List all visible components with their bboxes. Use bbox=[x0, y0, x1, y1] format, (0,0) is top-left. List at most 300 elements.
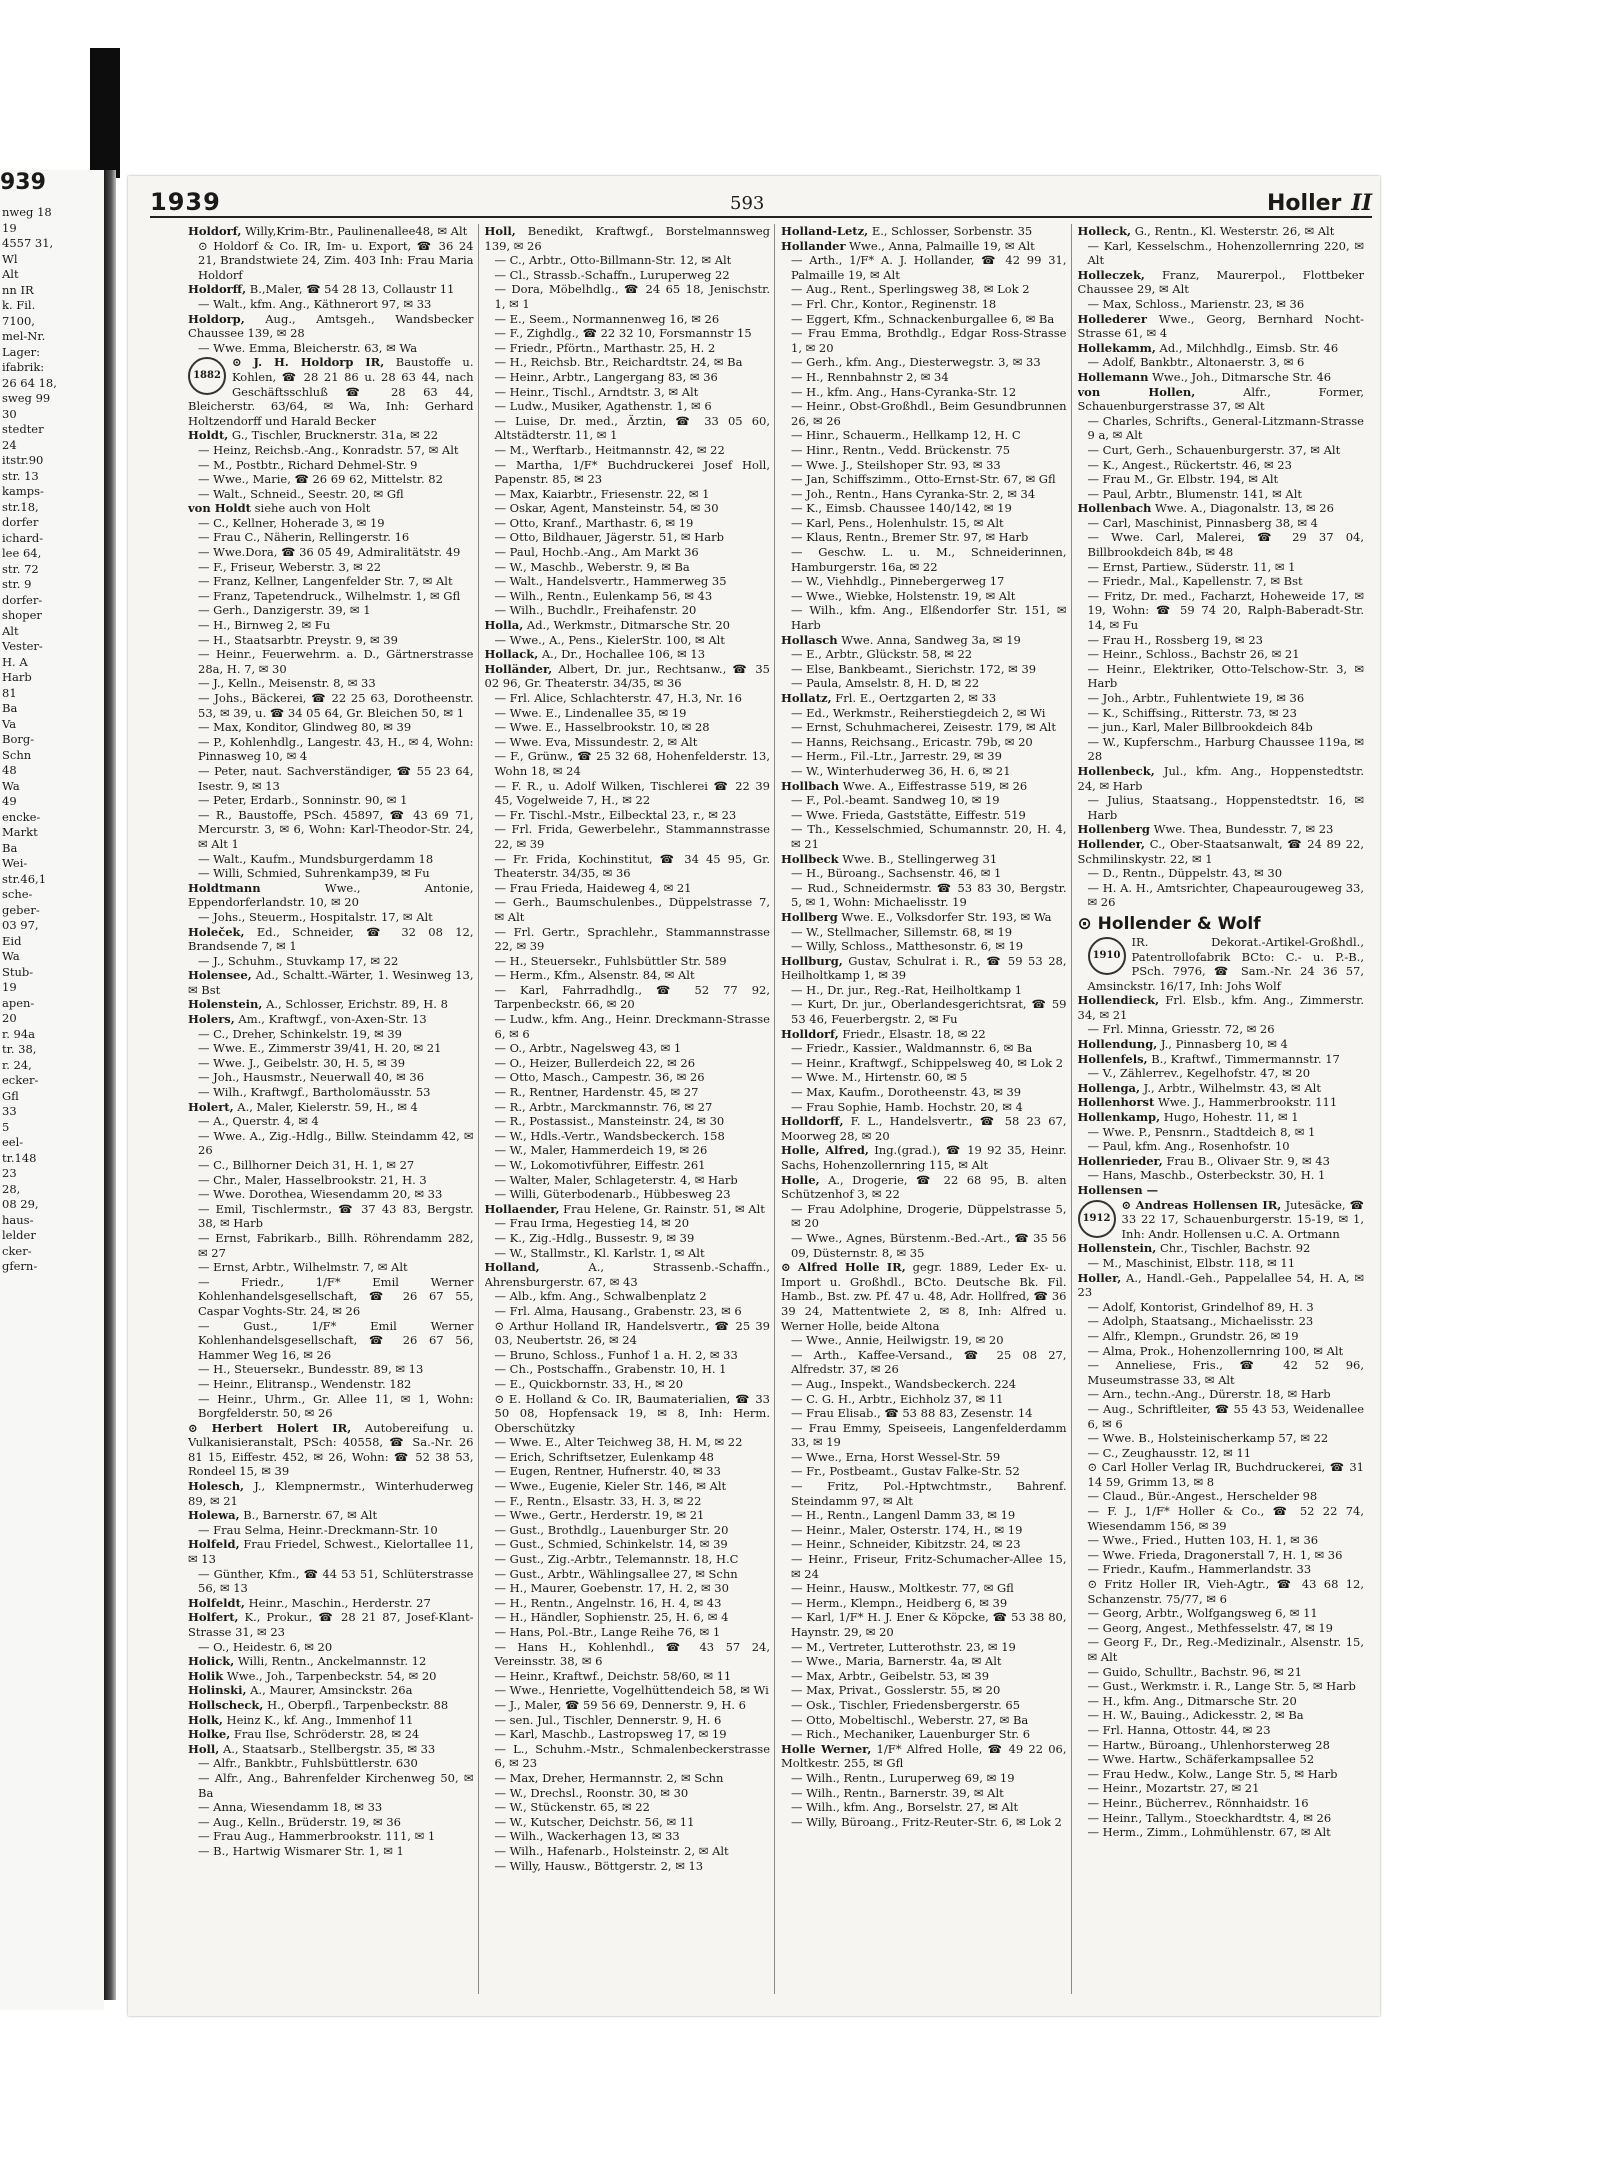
entry-details: — Hanns, Reichsang., Ericastr. 79b, ✉ 20 bbox=[791, 734, 1033, 749]
entry-details: — H., Dr. jur., Reg.-Rat, Heilholtkamp 1 bbox=[791, 982, 1023, 997]
page-header bbox=[150, 180, 1372, 218]
entry-details: — W., Kutscher, Deichstr. 56, ✉ 11 bbox=[494, 1814, 695, 1829]
directory-entry bbox=[781, 574, 1067, 589]
entry-details: — Wilh., Kraftwgf., Bartholomäusstr. 53 bbox=[198, 1085, 431, 1100]
directory-entry bbox=[1078, 1387, 1365, 1402]
directory-entry bbox=[1078, 239, 1365, 268]
directory-entry bbox=[485, 355, 771, 370]
entry-details: — Carl, Maschinist, Pinnasberg 38, ✉ 4 bbox=[1087, 515, 1318, 530]
directory-entry bbox=[781, 1406, 1067, 1421]
entry-name: Hollemann bbox=[1077, 369, 1149, 384]
left-fragment-line: Eid bbox=[2, 933, 22, 948]
directory-entry bbox=[1078, 1314, 1365, 1329]
directory-entry bbox=[188, 1187, 474, 1202]
entry-details: — Wwe.Dora, ☎ 36 05 49, Admiralitätstr. 49 bbox=[198, 545, 461, 560]
directory-entry bbox=[485, 574, 771, 589]
left-fragment-line: Harb bbox=[2, 670, 32, 684]
entry-details: — Max, Konditor, Glindweg 80, ✉ 39 bbox=[198, 720, 412, 735]
entry-details: — Frau M., Gr. Elbstr. 194, ✉ Alt bbox=[1087, 472, 1279, 487]
directory-entry bbox=[1078, 1402, 1365, 1431]
directory-entry bbox=[485, 954, 771, 969]
directory-entry bbox=[1078, 1738, 1365, 1753]
directory-entry bbox=[188, 1085, 474, 1100]
directory-entry bbox=[485, 852, 771, 881]
entry-details: — Ernst, Arbtr., Wilhelmstr. 7, ✉ Alt bbox=[198, 1260, 408, 1275]
directory-entry bbox=[781, 793, 1067, 808]
entry-details: — D., Rentn., Düppelstr. 43, ✉ 30 bbox=[1087, 866, 1283, 881]
directory-entry bbox=[781, 983, 1067, 998]
directory-entry bbox=[485, 1771, 771, 1786]
left-fragment-line: stedter bbox=[2, 422, 44, 436]
entry-details: — Wwe. A., Zig.-Hdlg., Billw. Steindamm 42, ✉ 26 bbox=[198, 1128, 474, 1158]
entry-details: — Friedr., 1/F* Emil Werner Kohlenhandelsgesellschaft, ☎ 26 67 55, Caspar Voghts-Str. 24, ✉ 26 bbox=[198, 1274, 474, 1318]
directory-entry bbox=[188, 1362, 474, 1377]
entry-details: — Oskar, Agent, Mansteinstr. 54, ✉ 30 bbox=[494, 501, 719, 516]
entry-details: — Walt., Schneid., Seestr. 20, ✉ Gfl bbox=[198, 486, 404, 501]
entry-details: — Gust., Werkmstr. i. R., Lange Str. 5, ✉ Harb bbox=[1087, 1679, 1356, 1694]
entry-details: — Frau H., Rossberg 19, ✉ 23 bbox=[1087, 632, 1263, 647]
entry-details: — Wwe. Hartw., Schäferkampsallee 52 bbox=[1087, 1752, 1315, 1767]
column-2 bbox=[485, 224, 776, 1994]
directory-entry bbox=[781, 530, 1067, 545]
directory-entry bbox=[485, 545, 771, 560]
entry-name: Holdt, bbox=[188, 428, 229, 443]
directory-entry bbox=[1078, 1665, 1365, 1680]
directory-entry bbox=[781, 1640, 1067, 1655]
entry-details: — Walt., Kaufm., Mundsburgerdamm 18 bbox=[198, 851, 434, 866]
entry-name: Holdorp, bbox=[188, 311, 245, 326]
entry-name: ⊙ Alfred Holle IR, bbox=[781, 1260, 906, 1275]
directory-entry bbox=[1078, 1256, 1365, 1271]
directory-entry bbox=[781, 1727, 1067, 1742]
left-fragment-line: sche- bbox=[2, 887, 33, 901]
entry-details: Benedikt, Kraftwgf., Borstelmannsweg 139, ✉ 26 bbox=[484, 224, 770, 253]
directory-entry bbox=[485, 1129, 771, 1144]
directory-entry bbox=[781, 939, 1067, 954]
directory-entry bbox=[188, 1202, 474, 1231]
entry-details: — Claud., Bür.-Angest., Herschelder 98 bbox=[1087, 1489, 1318, 1504]
left-fragment-line: tr.148 bbox=[2, 1150, 37, 1165]
entry-details: — F., Pol.-beamt. Sandweg 10, ✉ 19 bbox=[791, 793, 1000, 808]
left-fragment-line: 23 bbox=[2, 1166, 17, 1180]
entry-details: B.,Maler, ☎ 54 28 13, Collaustr 11 bbox=[249, 282, 455, 297]
entry-details: — K., Schiffsing., Ritterstr. 73, ✉ 23 bbox=[1087, 705, 1297, 720]
entry-details: — jun., Karl, Maler Billbrookdeich 84b bbox=[1087, 720, 1313, 735]
left-fragment-line: ecker- bbox=[2, 1073, 39, 1087]
entry-details: — Wwe. B., Holsteinischerkamp 57, ✉ 22 bbox=[1087, 1431, 1329, 1446]
entry-details: A., Handl.-Geh., Pappelallee 54, H. A, ✉ 23 bbox=[1077, 1270, 1364, 1300]
entry-details: — C. G. H., Arbtr., Eichholz 37, ✉ 11 bbox=[791, 1391, 1004, 1406]
left-fragment-line: encke- bbox=[2, 809, 41, 824]
directory-entry bbox=[485, 1260, 771, 1289]
directory-entry bbox=[188, 530, 474, 545]
entry-details: — M., Werftarb., Heitmannstr. 42, ✉ 22 bbox=[494, 442, 725, 457]
directory-entry bbox=[781, 1392, 1067, 1407]
directory-entry bbox=[485, 282, 771, 311]
directory-entry bbox=[781, 385, 1067, 400]
entry-details: — Günther, Kfm., ☎ 44 53 51, Schlüterstrasse 56, ✉ 13 bbox=[198, 1566, 474, 1596]
directory-entry bbox=[781, 1421, 1067, 1450]
left-fragment-line: Stub- bbox=[2, 964, 34, 979]
directory-entry bbox=[781, 1143, 1067, 1172]
entry-details: — Max, Kaufm., Dorotheenstr. 43, ✉ 39 bbox=[791, 1085, 1022, 1100]
entry-name: Hollbeck bbox=[781, 851, 839, 866]
entry-details: — Ernst, Schuhmacherei, Zeisestr. 179, ✉ Alt bbox=[791, 720, 1056, 735]
directory-entry bbox=[1078, 501, 1365, 516]
directory-entry bbox=[781, 997, 1067, 1026]
entry-details: ⊙ Carl Holler Verlag IR, Buchdruckerei, ☎ 31 14 59, Grimm 13, ✉ 8 bbox=[1087, 1460, 1364, 1489]
directory-entry bbox=[485, 341, 771, 356]
entry-details: — Friedr., Mal., Kapellenstr. 7, ✉ Bst bbox=[1087, 574, 1303, 589]
entry-name: Holert, bbox=[188, 1099, 234, 1114]
entry-details: Wwe., Joh., Tarpenbeckstr. 54, ✉ 20 bbox=[226, 1668, 437, 1683]
entry-details: — Wilh., Hafenarb., Holsteinstr. 2, ✉ Alt bbox=[494, 1843, 729, 1858]
entry-details: Wwe. Anna, Sandweg 3a, ✉ 19 bbox=[841, 632, 1021, 647]
directory-entry bbox=[485, 1392, 771, 1436]
entry-details: — Paul, kfm. Ang., Rosenhofstr. 10 bbox=[1087, 1139, 1290, 1154]
directory-entry bbox=[1078, 1752, 1365, 1767]
entry-details: — W., Viehhdlg., Pinnebergerweg 17 bbox=[791, 574, 1005, 589]
entry-details: Frau B., Olivaer Str. 9, ✉ 43 bbox=[1166, 1153, 1330, 1168]
directory-entry bbox=[485, 1713, 771, 1728]
entry-details: Alfr., Former, Schauenburgerstrasse 37, ✉ Alt bbox=[1077, 384, 1365, 414]
directory-entry bbox=[781, 1508, 1067, 1523]
entry-details: Am., Kraftwgf., von-Axen-Str. 13 bbox=[238, 1012, 427, 1027]
page-number: 593 bbox=[730, 193, 765, 214]
entry-details: — Heinr., Tallym., Stoeckhardtstr. 4, ✉ 26 bbox=[1087, 1810, 1332, 1825]
entry-details: — Karl, 1/F* H. J. Ener & Köpcke, ☎ 53 38 80, Haynstr. 29, ✉ 20 bbox=[791, 1610, 1067, 1639]
entry-details: — H., Rentn., Angelnstr. 16, H. 4, ✉ 43 bbox=[494, 1595, 722, 1610]
directory-entry bbox=[485, 1377, 771, 1392]
entry-name: Hollasch bbox=[781, 632, 838, 647]
directory-entry bbox=[188, 997, 474, 1012]
entry-details: — H. W., Bauing., Adickesstr. 2, ✉ Ba bbox=[1087, 1708, 1304, 1723]
directory-entry bbox=[1078, 560, 1365, 575]
entry-details: Ed., Schneider, ☎ 32 08 12, Brandsende 7, ✉ 1 bbox=[188, 924, 474, 954]
entry-details: — Arth., 1/F* A. J. Hollander, ☎ 42 99 31, Palmaille 19, ✉ Alt bbox=[791, 253, 1067, 282]
entry-details: — Wwe. E., Zimmerstr 39/41, H. 20, ✉ 21 bbox=[198, 1041, 442, 1056]
left-fragment-line: Alt bbox=[2, 267, 19, 281]
entry-details: Wwe. J., Hammerbrookstr. 111 bbox=[1157, 1095, 1338, 1110]
entry-details: — Heinr., Friseur, Fritz-Schumacher-Allee 15, ✉ 24 bbox=[791, 1552, 1067, 1581]
entry-details: Baustoffe u. Kohlen, ☎ 28 21 86 u. 28 63 44, nach Geschäftsschluß ☎ 28 63 44, Bleicherstr. 63/64, ✉ Wa, Inh: Gerhard Holtzendorff und Harald Becker bbox=[188, 355, 474, 428]
left-fragment-line: 19 bbox=[2, 980, 17, 994]
entry-details: — Friedr., Pförtn., Marthastr. 25, H. 2 bbox=[494, 340, 716, 355]
directory-entry bbox=[485, 662, 771, 691]
entry-details: — W., Maler, Hammerdeich 19, ✉ 26 bbox=[494, 1143, 708, 1158]
entry-details: — V., Zählerrev., Kegelhofstr. 47, ✉ 20 bbox=[1087, 1066, 1311, 1081]
entry-name: Holldorf, bbox=[781, 1026, 839, 1041]
entry-details: — Fr., Postbeamt., Gustav Falke-Str. 52 bbox=[791, 1464, 1020, 1479]
directory-entry bbox=[1078, 1635, 1365, 1664]
directory-entry bbox=[1078, 913, 1365, 935]
entry-name: Hollenbach bbox=[1077, 501, 1152, 516]
entry-details: — Hinr., Schauerm., Hellkamp 12, H. C bbox=[791, 428, 1021, 443]
entry-details: — Frl. Chr., Kontor., Reginenstr. 18 bbox=[791, 296, 997, 311]
entry-details: — M., Maschinist, Elbstr. 118, ✉ 11 bbox=[1087, 1255, 1296, 1270]
entry-details: — Klaus, Rentn., Bremer Str. 97, ✉ Harb bbox=[791, 530, 1029, 545]
entry-name: Hollensen — bbox=[1077, 1183, 1159, 1197]
left-fragment-line: 30 bbox=[2, 406, 17, 421]
entry-details: — H., Rentn., Langenl Damm 33, ✉ 19 bbox=[791, 1508, 1016, 1523]
directory-entry bbox=[1078, 268, 1365, 297]
entry-details: — Hans, Maschb., Osterbeckstr. 30, H. 1 bbox=[1087, 1168, 1326, 1183]
directory-entry bbox=[1078, 1037, 1365, 1052]
directory-entry bbox=[485, 1246, 771, 1261]
directory-entry bbox=[188, 1567, 474, 1596]
directory-entry bbox=[485, 1494, 771, 1509]
directory-entry bbox=[188, 501, 474, 516]
left-fragment-line: Borg- bbox=[2, 732, 35, 746]
directory-entry bbox=[188, 881, 474, 910]
left-fragment-line: 4557 31, bbox=[2, 236, 54, 250]
entry-details: — R., Rentner, Hardenstr. 45, ✉ 27 bbox=[494, 1085, 699, 1100]
entry-details: — Max, Kaiarbtr., Friesenstr. 22, ✉ 1 bbox=[494, 486, 710, 501]
entry-name: Hollatz, bbox=[781, 691, 832, 705]
directory-entry bbox=[1078, 662, 1365, 691]
entry-details: K., Prokur., ☎ 28 21 87, Josef-Klant-Strasse 31, ✉ 23 bbox=[188, 1610, 474, 1639]
directory-entry bbox=[781, 1669, 1067, 1684]
directory-entry bbox=[1078, 355, 1365, 370]
entry-details: — K., Eimsb. Chaussee 140/142, ✉ 19 bbox=[791, 501, 1012, 516]
entry-details: — Wwe. E., Lindenallee 35, ✉ 19 bbox=[494, 705, 687, 720]
directory-entry bbox=[188, 1114, 474, 1129]
entry-details: — Curt, Gerh., Schauenburgerstr. 37, ✉ Alt bbox=[1087, 442, 1341, 457]
entry-name: Holland-Letz, bbox=[781, 224, 869, 238]
directory-entry bbox=[781, 1202, 1067, 1231]
directory-entry bbox=[188, 1421, 474, 1479]
directory-entry bbox=[188, 925, 474, 954]
left-fragment-line: Gfl bbox=[2, 1088, 19, 1103]
directory-entry bbox=[188, 1698, 474, 1713]
directory-entry bbox=[781, 925, 1067, 940]
directory-entry bbox=[485, 1070, 771, 1085]
directory-entry bbox=[188, 341, 474, 356]
entry-details: — Karl, Pens., Holenhulstr. 15, ✉ Alt bbox=[791, 515, 1004, 530]
entry-details: — Rud., Schneidermstr. ☎ 53 83 30, Bergstr. 5, ✉ 1, Wohn: Michaelisstr. 19 bbox=[791, 880, 1067, 910]
directory-entry bbox=[188, 589, 474, 604]
entry-details: G., Rentn., Kl. Westerstr. 26, ✉ Alt bbox=[1134, 224, 1335, 238]
directory-entry bbox=[1078, 1125, 1365, 1140]
entry-name: Hollenhorst bbox=[1077, 1095, 1155, 1110]
left-fragment-line: apen- bbox=[2, 995, 35, 1010]
directory-entry bbox=[781, 501, 1067, 516]
left-fragment-line: 81 bbox=[2, 685, 17, 700]
entry-details: — K., Angest., Rückertstr. 46, ✉ 23 bbox=[1087, 457, 1292, 472]
column-1 bbox=[188, 224, 479, 1994]
directory-entry bbox=[781, 1596, 1067, 1611]
left-fragment-line: shoper bbox=[2, 608, 42, 622]
entry-name: Holleczek, bbox=[1077, 267, 1145, 282]
entry-details: — Frl. Gertr., Sprachlehr., Stammannstrasse 22, ✉ 39 bbox=[494, 924, 770, 954]
entry-details: Wwe., Anna, Palmaille 19, ✉ Alt bbox=[849, 238, 1035, 253]
directory-entry bbox=[781, 749, 1067, 764]
directory-entry bbox=[1078, 1431, 1365, 1446]
directory-entry bbox=[188, 633, 474, 648]
entry-details: siehe auch von Holt bbox=[254, 501, 371, 516]
directory-entry bbox=[781, 1348, 1067, 1377]
directory-entry bbox=[1078, 1811, 1365, 1826]
directory-page bbox=[128, 176, 1380, 2016]
directory-entry bbox=[485, 720, 771, 735]
left-fragment-line: kamps- bbox=[2, 484, 44, 498]
left-fragment-line: str.46,1 bbox=[2, 871, 47, 886]
directory-entry bbox=[1078, 312, 1365, 341]
entry-details: — O., Heizer, Bullerdeich 22, ✉ 26 bbox=[494, 1055, 696, 1070]
left-fragment-line: Wa bbox=[2, 949, 20, 963]
left-fragment-line: tr. 38, bbox=[2, 1042, 37, 1056]
entry-details: — Willi, Schmied, Suhrenkamp39, ✉ Fu bbox=[198, 866, 430, 881]
entry-details: — B., Hartwig Wismarer Str. 1, ✉ 1 bbox=[198, 1843, 404, 1858]
directory-entry bbox=[781, 720, 1067, 735]
entry-details: A., Maler, Kielerstr. 59, H., ✉ 4 bbox=[237, 1099, 418, 1114]
entry-details: — Anna, Wiesendamm 18, ✉ 33 bbox=[198, 1800, 383, 1815]
directory-entry bbox=[485, 1304, 771, 1319]
entry-name: Hollaender, bbox=[484, 1201, 560, 1216]
directory-entry bbox=[188, 603, 474, 618]
entry-details: — Georg, Arbtr., Wolfgangsweg 6, ✉ 11 bbox=[1087, 1606, 1318, 1621]
directory-entry bbox=[485, 1348, 771, 1363]
directory-entry bbox=[188, 560, 474, 575]
entry-details: — H., Steuersekr., Fuhlsbüttler Str. 589 bbox=[494, 953, 727, 968]
entry-name: ⊙ Andreas Hollensen IR, bbox=[1121, 1197, 1282, 1212]
entry-details: — Karl, Kesselschm., Hohenzollernring 220, ✉ Alt bbox=[1087, 238, 1364, 268]
left-fragment-line: 28, bbox=[2, 1181, 21, 1196]
entry-details: — Wwe. Frieda, Dragonerstall 7, H. 1, ✉ 36 bbox=[1087, 1547, 1343, 1562]
entry-details: — Frau C., Näherin, Rellingerstr. 16 bbox=[198, 530, 410, 545]
entry-details: — H., Steuersekr., Bundesstr. 89, ✉ 13 bbox=[198, 1362, 424, 1377]
entry-details: — Alma, Prok., Hohenzollernring 100, ✉ Alt bbox=[1087, 1343, 1344, 1358]
directory-entry bbox=[781, 297, 1067, 312]
entry-details: — Peter, Erdarb., Sonninstr. 90, ✉ 1 bbox=[198, 793, 408, 808]
directory-entry bbox=[1078, 647, 1365, 662]
entry-details: — A., Querstr. 4, ✉ 4 bbox=[198, 1114, 319, 1129]
entry-details: — Chr., Maler, Hasselbrookstr. 21, H. 3 bbox=[198, 1172, 427, 1187]
left-fragment-line: 26 64 18, bbox=[2, 375, 57, 390]
left-fragment-line: lee 64, bbox=[2, 546, 42, 560]
left-page-year: 939 bbox=[0, 170, 46, 195]
left-fragment-line: Lager: bbox=[2, 344, 41, 359]
directory-entry bbox=[781, 1027, 1067, 1042]
directory-entry bbox=[781, 1056, 1067, 1071]
directory-entry bbox=[188, 487, 474, 502]
entry-details: — Frau Adolphine, Drogerie, Düppelstrasse 5, ✉ 20 bbox=[791, 1201, 1067, 1231]
directory-entry bbox=[485, 822, 771, 851]
entry-details: — Heinr., Uhrm., Gr. Allee 11, ✉ 1, Wohn: Borgfelderstr. 50, ✉ 26 bbox=[198, 1391, 474, 1421]
directory-entry bbox=[1078, 935, 1365, 993]
entry-details: — Gerh., Danzigerstr. 39, ✉ 1 bbox=[198, 603, 371, 618]
entry-details: — Ernst, Fabrikarb., Billh. Röhrendamm 282, ✉ 27 bbox=[198, 1230, 474, 1260]
entry-details: Ad., Milchhdlg., Eimsb. Str. 46 bbox=[1159, 340, 1339, 355]
entry-details: — C., Zeughausstr. 12, ✉ 11 bbox=[1087, 1445, 1252, 1460]
directory-entry bbox=[188, 574, 474, 589]
entry-details: — Heinr., Hausw., Moltkestr. 77, ✉ Gfl bbox=[791, 1581, 1014, 1596]
entry-name: Hollenkamp, bbox=[1077, 1110, 1161, 1125]
entry-details: — Heinr., Tischl., Arndtstr. 3, ✉ Alt bbox=[494, 384, 699, 399]
left-fragment-line: Ba bbox=[2, 840, 18, 855]
left-fragment-line: ifabrik: bbox=[2, 360, 45, 374]
directory-entry bbox=[781, 1377, 1067, 1392]
directory-entry bbox=[1078, 1183, 1365, 1198]
entry-details: — Johs., Steuerm., Hospitalstr. 17, ✉ Alt bbox=[198, 909, 433, 924]
entry-name: Hollenbeck, bbox=[1077, 763, 1155, 778]
entry-name: Holdtmann bbox=[188, 880, 261, 895]
entry-details: — Willy, Schloss., Matthesonstr. 6, ✉ 19 bbox=[791, 939, 1024, 954]
directory-entry bbox=[485, 1596, 771, 1611]
entry-name: Hollscheck, bbox=[188, 1697, 264, 1712]
entry-details: — Heinr., Feuerwehrm. a. D., Gärtnerstrasse 28a, H. 7, ✉ 30 bbox=[198, 647, 474, 676]
directory-entry bbox=[781, 545, 1067, 574]
directory-entry bbox=[188, 1377, 474, 1392]
entry-details: — Joh., Arbtr., Fuhlentwiete 19, ✉ 36 bbox=[1087, 691, 1305, 705]
entry-name: Hollendung, bbox=[1077, 1037, 1158, 1052]
entry-details: — Peter, naut. Sachverständiger, ☎ 55 23 64, Isestr. 9, ✉ 13 bbox=[198, 763, 474, 793]
directory-entry bbox=[1078, 1022, 1365, 1037]
entry-details: — Heinz, Reichsb.-Ang., Konradstr. 57, ✉ Alt bbox=[198, 442, 459, 457]
entry-details: — F., Zighdlg., ☎ 22 32 10, Forsmannstr 15 bbox=[494, 326, 752, 341]
left-fragment-line: gfern- bbox=[2, 1259, 38, 1273]
firm-seal: 1912 bbox=[1078, 1200, 1116, 1238]
directory-entry bbox=[781, 326, 1067, 355]
directory-entry bbox=[1078, 530, 1365, 559]
directory-entry bbox=[1078, 1708, 1365, 1723]
directory-entry bbox=[485, 1085, 771, 1100]
left-fragment-line: mel-Nr. bbox=[2, 329, 46, 343]
directory-entry bbox=[1078, 472, 1365, 487]
entry-details: gegr. 1889, Leder Ex- u. Import u. Großhdl., BCto. Deutsche Bk. Fil. Hamb., Bst. zw. Pf. 47 u. 48, Adr. Hollfred, ☎ 36 39 24, Mattentwiete 2, ✉ 8, Inh: Alfred u. Werner Holle, beide Altona bbox=[781, 1260, 1067, 1333]
left-fragment-line: Ba bbox=[2, 701, 18, 715]
entry-details: ⊙ Arthur Holland IR, Handelsvertr., ☎ 25 39 03, Neubertstr. 26, ✉ 24 bbox=[494, 1318, 770, 1348]
entry-details: — Gerh., kfm. Ang., Diesterwegstr. 3, ✉ 33 bbox=[791, 355, 1041, 370]
entry-details: — Wwe., Wiebke, Holstenstr. 19, ✉ Alt bbox=[791, 588, 1016, 603]
header-section: II bbox=[1351, 190, 1372, 216]
directory-entry bbox=[485, 385, 771, 400]
directory-entry bbox=[188, 1158, 474, 1173]
directory-entry bbox=[781, 428, 1067, 443]
entry-details: — Dora, Möbelhdlg., ☎ 24 65 18, Jenischstr. 1, ✉ 1 bbox=[494, 282, 770, 311]
directory-entry bbox=[781, 1231, 1067, 1260]
directory-entry bbox=[188, 545, 474, 560]
entry-details: — Franz, Tapetendruck., Wilhelmstr. 1, ✉ Gfl bbox=[198, 588, 461, 603]
entry-details: — Heinr., Elektriker, Otto-Telschow-Str. 3, ✉ Harb bbox=[1087, 661, 1364, 691]
directory-entry bbox=[485, 1523, 771, 1538]
entry-details: — W., Lokomotivführer, Eiffestr. 261 bbox=[494, 1158, 706, 1172]
directory-entry bbox=[485, 1056, 771, 1071]
directory-entry bbox=[781, 472, 1067, 487]
entry-details: — Arth., Kaffee-Versand., ☎ 25 08 27, Alfredstr. 37, ✉ 26 bbox=[791, 1347, 1067, 1377]
directory-entry bbox=[188, 647, 474, 676]
scan-edge bbox=[90, 48, 120, 178]
left-fragment-line: Markt bbox=[2, 825, 38, 839]
entry-details: — F., Friseur, Weberstr. 3, ✉ 22 bbox=[198, 559, 382, 574]
entry-details: — Th., Kesselschmied, Schumannstr. 20, H. 4, ✉ 21 bbox=[791, 822, 1067, 851]
directory-entry bbox=[188, 676, 474, 691]
entry-name: Holdorf, bbox=[188, 224, 242, 238]
entry-details: G., Tischler, Brucknerstr. 31a, ✉ 22 bbox=[231, 428, 439, 443]
directory-entry bbox=[188, 1640, 474, 1655]
entry-name: Hollenstein, bbox=[1077, 1241, 1157, 1256]
entry-details: — Frl. Minna, Griesstr. 72, ✉ 26 bbox=[1087, 1022, 1275, 1037]
directory-columns bbox=[188, 224, 1368, 1994]
directory-entry bbox=[188, 1756, 474, 1771]
directory-entry bbox=[188, 968, 474, 997]
directory-entry bbox=[1078, 1606, 1365, 1621]
entry-details: — Heinr., Mozartstr. 27, ✉ 21 bbox=[1087, 1781, 1260, 1796]
entry-name: Holl, bbox=[188, 1741, 220, 1756]
directory-entry bbox=[1078, 1460, 1365, 1489]
entry-details: — Ed., Werkmstr., Reiherstiegdeich 2, ✉ Wi bbox=[791, 705, 1046, 720]
directory-entry bbox=[1078, 706, 1365, 721]
